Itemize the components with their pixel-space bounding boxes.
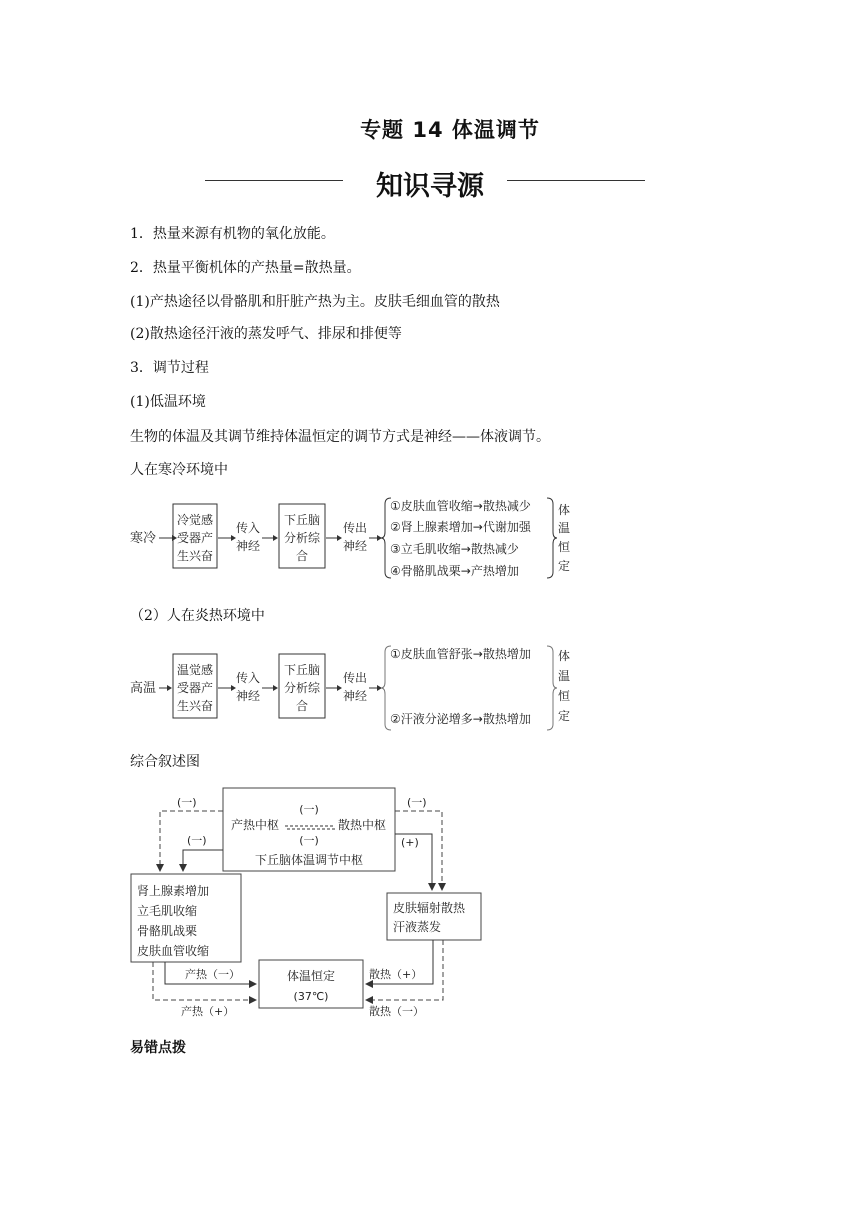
left-inner-path	[183, 850, 223, 870]
hot-result-1: 体	[557, 649, 571, 663]
cold-receptor-line1: 冷觉感	[176, 513, 214, 527]
hot-result-2: 温	[557, 669, 571, 683]
hot-efferent-1: 传出	[342, 671, 368, 685]
cold-afferent-2: 神经	[235, 539, 261, 553]
bottom-box-line2: (37℃)	[293, 990, 329, 1003]
hot-receptor-line1: 温觉感	[176, 663, 214, 677]
heat-loss-center: 散热中枢	[338, 818, 387, 832]
right-inner-label: (+)	[401, 836, 419, 849]
cold-receptor-line3: 生兴奋	[176, 549, 214, 563]
paragraph-4: (2)散热途径汗液的蒸发呼气、排尿和排便等	[130, 326, 402, 342]
hot-receptor-line2: 受器产	[176, 681, 214, 695]
hot-efferent-2: 神经	[342, 689, 368, 703]
footer-heading: 易错点拨	[130, 1040, 186, 1056]
hot-center-line2: 分析综	[283, 681, 321, 695]
hot-brace-right	[547, 646, 557, 730]
left-box-line4: 皮肤血管收缩	[137, 944, 210, 958]
paragraph-8: 人在寒冷环境中	[130, 462, 228, 478]
left-box-line3: 骨骼肌战栗	[137, 924, 198, 938]
cold-stimulus: 寒冷	[130, 531, 157, 546]
paragraph-10: 综合叙述图	[130, 754, 200, 770]
prod-neg-label: 产热（一）	[185, 968, 240, 981]
banner-rule-right	[507, 180, 645, 181]
cold-efferent-2: 神经	[342, 539, 368, 553]
cold-result-4: 定	[557, 559, 571, 573]
banner-title: 知识寻源	[376, 171, 484, 202]
cold-center-line2: 分析综	[283, 531, 321, 545]
cold-center-line3: 合	[295, 549, 309, 563]
arrow-head	[167, 685, 172, 691]
right-box-line1: 皮肤辐射散热	[393, 901, 466, 915]
cold-flow-diagram	[125, 492, 585, 584]
hot-stimulus: 高温	[130, 681, 157, 696]
center-neg-mid: (一)	[299, 834, 319, 847]
cold-result-3: 恒	[557, 540, 571, 554]
summary-diagram	[125, 782, 495, 1022]
hot-flow-diagram	[125, 642, 585, 734]
center-neg-top: (一)	[299, 803, 319, 816]
hot-result-3: 恒	[557, 689, 571, 703]
paragraph-9: （2）人在炎热环境中	[130, 608, 265, 624]
cold-afferent-1: 传入	[235, 521, 261, 535]
hot-afferent-1: 传入	[235, 671, 261, 685]
left-inner-label: (一)	[187, 834, 207, 847]
cold-response-3: ③立毛肌收缩→散热减少	[390, 542, 519, 556]
cold-efferent-1: 传出	[342, 521, 368, 535]
cold-result-1: 体	[557, 503, 571, 517]
paragraph-5: 3．调节过程	[130, 360, 209, 376]
right-box-line2: 汗液蒸发	[393, 920, 442, 934]
banner-rule-left	[205, 180, 343, 181]
paragraph-7: 生物的体温及其调节维持体温恒定的调节方式是神经——体液调节。	[130, 429, 550, 445]
arrow-head	[337, 685, 342, 691]
hot-result-4: 定	[557, 709, 571, 723]
cold-response-1: ①皮肤血管收缩→散热减少	[390, 499, 531, 513]
hot-center-line3: 合	[295, 699, 309, 713]
section-banner	[200, 160, 650, 204]
arrow-head	[337, 535, 342, 541]
cold-response-4: ④骨骼肌战栗→产热增加	[390, 564, 519, 578]
arrow-head	[273, 685, 278, 691]
hot-response-1: ①皮肤血管舒张→散热增加	[390, 647, 531, 661]
heat-production-center: 产热中枢	[231, 818, 280, 832]
right-outer-path	[395, 811, 442, 889]
cold-center-line1: 下丘脑	[283, 513, 321, 527]
cold-response-2: ②肾上腺素增加→代谢加强	[390, 520, 531, 534]
left-outer-label: (一)	[177, 796, 197, 809]
center-box-label: 下丘脑体温调节中枢	[254, 853, 364, 867]
left-box-line2: 立毛肌收缩	[137, 904, 198, 918]
paragraph-6: (1)低温环境	[130, 394, 206, 410]
right-outer-label: (一)	[407, 796, 427, 809]
paragraph-1: 1．热量来源有机物的氧化放能。	[130, 226, 335, 242]
left-box-line1: 肾上腺素增加	[137, 884, 210, 898]
cold-receptor-line2: 受器产	[176, 531, 214, 545]
cold-brace-right	[547, 498, 557, 578]
cold-result-2: 温	[557, 521, 571, 535]
bottom-box-line1: 体温恒定	[286, 969, 336, 983]
loss-neg-label: 散热（一）	[369, 1005, 424, 1018]
loss-pos-label: 散热（+）	[369, 968, 423, 981]
paragraph-2: 2．热量平衡机体的产热量=散热量。	[130, 260, 361, 276]
hot-afferent-2: 神经	[235, 689, 261, 703]
hot-response-2: ②汗液分泌增多→散热增加	[390, 712, 531, 726]
prod-pos-label: 产热（+）	[181, 1005, 235, 1018]
page-title: 专题 14 体温调节	[360, 118, 540, 142]
arrow-head	[273, 535, 278, 541]
hot-receptor-line3: 生兴奋	[176, 699, 214, 713]
paragraph-3: (1)产热途径以骨骼肌和肝脏产热为主。皮肤毛细血管的散热	[130, 294, 500, 310]
hot-center-line1: 下丘脑	[283, 663, 321, 677]
